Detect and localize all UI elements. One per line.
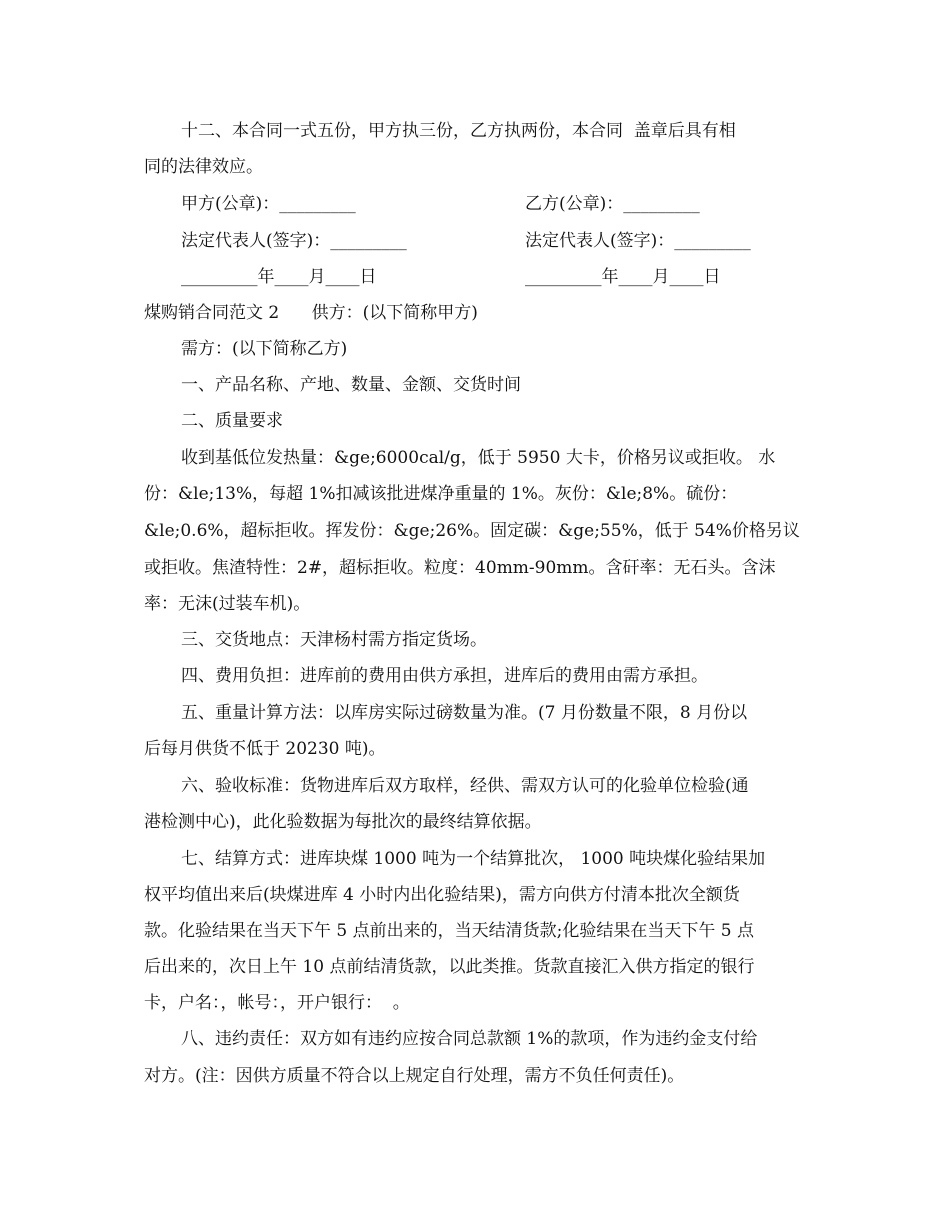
item-6-line-2: 港检测中心)，此化验数据为每批次的最终结算依据。	[144, 812, 542, 832]
item-2-heading: 二、质量要求	[181, 411, 283, 431]
quality-line-2: 份：&le;13%，每超 1%扣减该批进煤净重量的 1%。灰份：&le;8%。硫份：	[144, 484, 738, 504]
clause-12-line-1: 十二、本合同一式五份，甲方执三份，乙方执两份，本合同 盖章后具有相	[181, 121, 736, 141]
contract-2-title-line: 煤购销合同范文 2 供方：(以下简称甲方)	[144, 303, 478, 323]
party-b-seal: 乙方(公章)：_________	[525, 194, 700, 214]
item-5-line-2: 后每月供货不低于 20230 吨)。	[144, 739, 386, 759]
item-7-line-1: 七、结算方式：进库块煤 1000 吨为一个结算批次， 1000 吨块煤化验结果加	[181, 849, 766, 869]
item-7-line-4: 后出来的，次日上午 10 点前结清货款，以此类推。货款直接汇入供方指定的银行	[144, 957, 755, 977]
buyer-line: 需方：(以下简称乙方)	[181, 339, 348, 359]
quality-line-4: 或拒收。焦渣特性：2#，超标拒收。粒度：40mm-90mm。含矸率：无石头。含沫	[144, 558, 776, 578]
item-7-line-2: 权平均值出来后(块煤进库 4 小时内出化验结果)，需方向供方付清本批次全额货	[144, 885, 740, 905]
item-8-line-2: 对方。(注：因供方质量不符合以上规定自行处理，需方不负任何责任)。	[144, 1066, 685, 1086]
party-a-date: _________年____月____日	[181, 267, 377, 287]
item-6-line-1: 六、验收标准：货物进库后双方取样，经供、需双方认可的化验单位检验(通	[181, 776, 749, 796]
party-b-date: _________年____月____日	[525, 267, 721, 287]
item-5-line-1: 五、重量计算方法：以库房实际过磅数量为准。(7 月份数量不限，8 月份以	[181, 703, 748, 723]
quality-line-1: 收到基低位发热量：&ge;6000cal/g，低于 5950 大卡，价格另议或拒收。 水	[181, 448, 776, 468]
item-8-line-1: 八、违约责任：双方如有违约应按合同总款额 1%的款项，作为违约金支付给	[181, 1029, 758, 1049]
item-1-heading: 一、产品名称、产地、数量、金额、交货时间	[181, 375, 521, 395]
quality-line-5: 率：无沫(过装车机)。	[144, 594, 311, 614]
item-3-delivery: 三、交货地点：天津杨村需方指定货场。	[181, 630, 487, 650]
item-7-line-5: 卡，户名：，帐号：，开户银行： 。	[144, 993, 410, 1013]
party-b-representative: 法定代表人(签字)：_________	[525, 231, 751, 251]
item-7-line-3: 款。化验结果在当天下午 5 点前出来的，当天结清货款;化验结果在当天下午 5 点	[144, 921, 754, 941]
clause-12-line-2: 同的法律效应。	[144, 157, 263, 177]
item-4-costs: 四、费用负担：进库前的费用由供方承担，进库后的费用由需方承担。	[181, 666, 708, 686]
quality-line-3: &le;0.6%，超标拒收。挥发份：&ge;26%。固定碳：&ge;55%，低于 54%价格另议	[144, 521, 800, 541]
party-a-representative: 法定代表人(签字)：_________	[181, 231, 407, 251]
party-a-seal: 甲方(公章)：_________	[181, 194, 356, 214]
